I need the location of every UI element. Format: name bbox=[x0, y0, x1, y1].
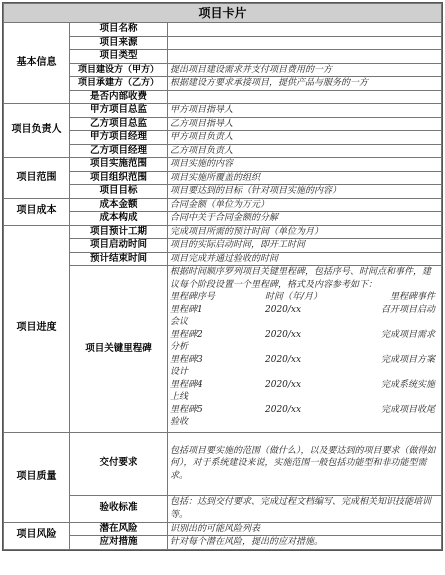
field-builder: 项目建设方（甲方） bbox=[70, 63, 168, 77]
section-label-basic: 基本信息 bbox=[4, 23, 70, 104]
section-label-progress: 项目进度 bbox=[4, 225, 70, 432]
field-value: 合同中关于合同金额的分解 bbox=[168, 212, 442, 226]
milestone-seq: 里程碑2 bbox=[170, 329, 203, 340]
field-cost-amount: 成本金额 bbox=[70, 198, 168, 212]
milestone-event: 完成系统实施 bbox=[380, 379, 435, 390]
field-duration: 项目预计工期 bbox=[70, 225, 168, 239]
field-value bbox=[168, 23, 442, 37]
milestone-block bbox=[168, 266, 442, 433]
field-project-goal: 项目目标 bbox=[70, 185, 168, 199]
field-milestones: 项目关键里程碑 bbox=[70, 266, 168, 433]
milestone-time: 2020/xx bbox=[265, 329, 302, 340]
milestone-header-seq: 里程碑序号 bbox=[170, 292, 216, 302]
section-label-leads: 项目负责人 bbox=[4, 104, 70, 158]
milestone-header bbox=[170, 291, 439, 304]
field-project-source: 项目来源 bbox=[70, 36, 168, 50]
field-value: 项目实施所覆盖的组织 bbox=[168, 171, 442, 185]
milestone-row bbox=[170, 304, 439, 317]
project-card bbox=[2, 2, 443, 551]
field-value: 包括项目要实施的范围（做什么），以及要达到的项目要求（做得如何），对于系统建设来说，实施范围一般包括功能型和非功能型需求。 bbox=[168, 432, 442, 495]
milestone-event-tail: 上线 bbox=[170, 392, 189, 402]
field-value: 项目要达到的目标（针对项目实施的内容） bbox=[168, 185, 442, 199]
field-internal-fee: 是否内部收费 bbox=[70, 90, 168, 104]
field-value: 合同金额（单位为万元） bbox=[168, 198, 442, 212]
field-value: 甲方项目负责人 bbox=[168, 131, 442, 145]
field-project-name: 项目名称 bbox=[70, 23, 168, 37]
field-party-b-director: 乙方项目总监 bbox=[70, 117, 168, 131]
milestone-time: 2020/xx bbox=[265, 404, 302, 415]
field-value: 乙方项目负责人 bbox=[168, 144, 442, 158]
field-value bbox=[168, 50, 442, 64]
field-party-b-manager: 乙方项目经理 bbox=[70, 144, 168, 158]
milestone-time: 2020/xx bbox=[265, 304, 302, 315]
milestone-event: 完成项目方案 bbox=[380, 354, 435, 365]
field-cost-breakdown: 成本构成 bbox=[70, 212, 168, 226]
field-value: 针对每个潜在风险，提出的应对措施。 bbox=[168, 536, 442, 550]
milestone-event: 完成项目需求 bbox=[380, 329, 435, 340]
field-value bbox=[168, 90, 442, 104]
milestone-header-time: 时间（年/月） bbox=[265, 292, 323, 302]
milestone-seq: 里程碑4 bbox=[170, 379, 203, 390]
milestone-event-tail: 验收 bbox=[170, 417, 189, 427]
field-end-time: 预计结束时间 bbox=[70, 252, 168, 266]
milestone-row bbox=[170, 379, 439, 392]
field-value: 根据建设方要求承接项目，提供产品与服务的一方 bbox=[168, 77, 442, 91]
section-label-cost: 项目成本 bbox=[4, 198, 70, 225]
field-value bbox=[168, 36, 442, 50]
milestone-event-tail: 会议 bbox=[170, 317, 189, 327]
field-value: 项目的实际启动时间，即开工时间 bbox=[168, 239, 442, 253]
milestone-event: 完成项目收尾 bbox=[380, 404, 435, 415]
milestone-event: 召开项目启动 bbox=[380, 304, 435, 315]
field-value: 完成项目所需的预计时间（单位为月） bbox=[168, 225, 442, 239]
field-countermeasure: 应对措施 bbox=[70, 536, 168, 550]
field-value: 包括：达到交付要求、完成过程文档编写、完成相关知识技能培训等。 bbox=[168, 495, 442, 522]
milestone-seq: 里程碑3 bbox=[170, 354, 203, 365]
field-value: 提出项目建设需求并支付项目费用的一方 bbox=[168, 63, 442, 77]
milestone-row bbox=[170, 404, 439, 417]
milestone-intro: 根据时间顺序罗列项目关键里程碑，包括序号、时间点和事件，建议每个阶段设置一个里程碑，格式及内容参考如下： bbox=[170, 267, 432, 290]
milestone-row bbox=[170, 354, 439, 367]
milestone-header-event: 里程碑事件 bbox=[389, 292, 435, 302]
section-label-scope: 项目范围 bbox=[4, 158, 70, 199]
field-value: 甲方项目指导人 bbox=[168, 104, 442, 118]
field-acceptance: 验收标准 bbox=[70, 495, 168, 522]
section-label-quality: 项目质量 bbox=[4, 432, 70, 522]
field-party-a-director: 甲方项目总监 bbox=[70, 104, 168, 118]
project-card-table bbox=[3, 3, 442, 550]
field-delivery-req: 交付要求 bbox=[70, 432, 168, 495]
field-impl-scope: 项目实施范围 bbox=[70, 158, 168, 172]
section-label-risk: 项目风险 bbox=[4, 522, 70, 549]
milestone-event-tail: 设计 bbox=[170, 367, 189, 377]
milestone-event-tail: 分析 bbox=[170, 342, 189, 352]
field-value: 项目实施的内容 bbox=[168, 158, 442, 172]
milestone-time: 2020/xx bbox=[265, 354, 302, 365]
field-start-time: 项目启动时间 bbox=[70, 239, 168, 253]
field-party-a-manager: 甲方项目经理 bbox=[70, 131, 168, 145]
field-value: 乙方项目指导人 bbox=[168, 117, 442, 131]
milestone-row bbox=[170, 329, 439, 342]
field-org-scope: 项目组织范围 bbox=[70, 171, 168, 185]
field-contractor: 项目承建方（乙方） bbox=[70, 77, 168, 91]
field-value: 识别出的可能风险列表 bbox=[168, 522, 442, 536]
field-potential-risk: 潜在风险 bbox=[70, 522, 168, 536]
milestone-time: 2020/xx bbox=[265, 379, 302, 390]
field-value: 项目完成并通过验收的时间 bbox=[168, 252, 442, 266]
field-project-type: 项目类型 bbox=[70, 50, 168, 64]
card-title: 项目卡片 bbox=[4, 4, 442, 23]
milestone-seq: 里程碑5 bbox=[170, 404, 203, 415]
milestone-seq: 里程碑1 bbox=[170, 304, 203, 315]
